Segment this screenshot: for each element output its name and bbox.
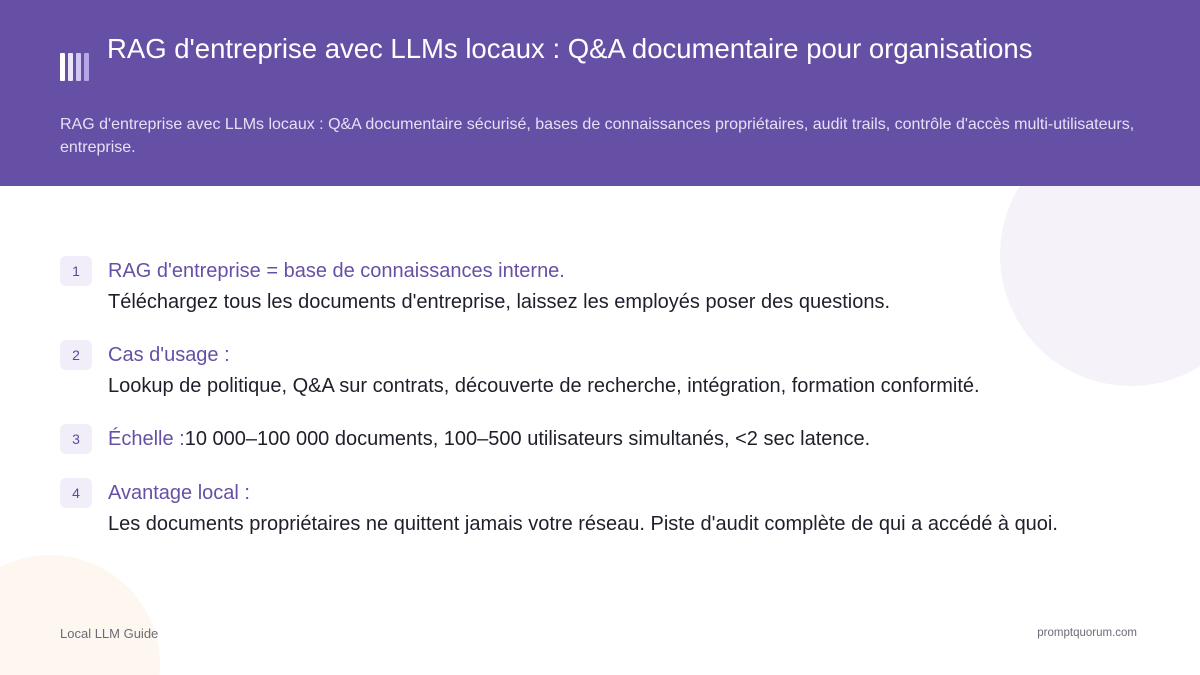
item-body: Téléchargez tous les documents d'entreprise, laissez les employés poser des questions. <box>108 291 891 313</box>
item-number-badge: 4 <box>60 478 92 508</box>
item-heading: RAG d'entreprise = base de connaissances interne. <box>108 260 565 282</box>
item-heading: Avantage local : <box>108 482 250 504</box>
bars-logo-icon <box>60 53 94 81</box>
item-heading: Cas d'usage : <box>108 344 230 366</box>
list-item <box>60 424 870 455</box>
item-number-badge: 1 <box>60 256 92 286</box>
page-title: RAG d'entreprise avec LLMs locaux : Q&A documentaire pour organisations <box>107 33 1033 64</box>
footer-brand: Local LLM Guide <box>60 626 159 641</box>
list-item <box>60 340 980 402</box>
decorative-circle-left <box>0 555 160 675</box>
footer-website: promptquorum.com <box>1037 627 1137 639</box>
item-number-badge: 3 <box>60 424 92 454</box>
list-item <box>60 478 1058 540</box>
item-number-badge: 2 <box>60 340 92 370</box>
list-item <box>60 256 890 318</box>
item-body: 10 000–100 000 documents, 100–500 utilisateurs simultanés, <2 sec latence. <box>184 428 871 450</box>
item-body: Lookup de politique, Q&A sur contrats, découverte de recherche, intégration, formation conformité. <box>108 375 980 397</box>
item-heading: Échelle : <box>108 428 185 450</box>
header-banner <box>0 0 1200 186</box>
item-body: Les documents propriétaires ne quittent jamais votre réseau. Piste d'audit complète de qui a accédé à quoi. <box>108 513 1058 535</box>
page-subtitle: RAG d'entreprise avec LLMs locaux : Q&A documentaire sécurisé, bases de connaissances propriétaires, audit trails, contrôle d'accès multi-utilisateurs, entreprise. <box>60 116 1135 156</box>
